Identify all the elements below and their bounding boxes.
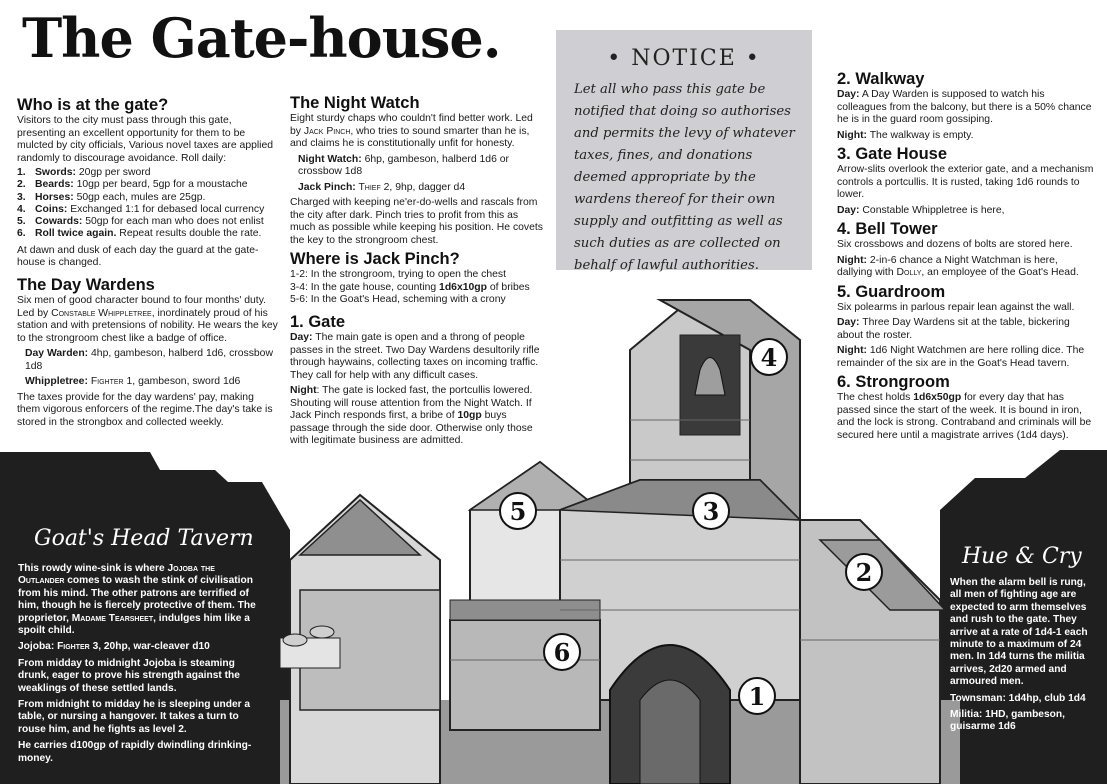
tavern-p4: He carries d100gp of rapidly dwindling drinking-money. <box>18 740 252 764</box>
night-watch-section <box>290 94 546 247</box>
tavern-p2: From midday to midnight Jojoba is steaming drunk, eager to prove his strength against the weaklings of these settled lands. <box>18 657 240 694</box>
list-item: 3. Horses: 50gp each, mules are 25gp. <box>17 191 206 203</box>
bell-text: Six crossbows and dozens of bolts are stored here. <box>837 239 1073 250</box>
location-marker-5[interactable]: 5 <box>499 492 537 530</box>
tax-roll-list <box>17 167 279 241</box>
location-marker-1[interactable]: 1 <box>738 677 776 715</box>
where-pinch-2: 3-4: In the gate house, counting 1d6x10gp of bribes <box>290 281 530 293</box>
gatehouse-text: Arrow-slits overlook the exterior gate, and a mechanism controls a portcullis. It is rusted, taking 1d6 rounds to lower. <box>837 164 1094 200</box>
bell-night: Night: 2-in-6 chance a Night Watchman is here, dallying with Dolly, an employee of the Goat's Head. <box>837 254 1079 278</box>
who-intro: Visitors to the city must pass through this gate, presenting an excellent opportunity for them to be mulcted by city officials, Various novel taxes are applied randomly to discourage avoidance. Roll daily: <box>17 115 274 164</box>
where-pinch-1: 1-2: In the strongroom, trying to open the chest <box>290 269 507 280</box>
day-wardens-section <box>17 276 279 429</box>
strongroom-heading: 6. Strongroom <box>837 373 950 391</box>
notice-body: Let all who pass this gate be notified that doing so authorises and permits the levy of whatever taxes, fines, and donations deemed appropriate by the wardens thereof for their own supply and outfitting as well as such duties as are collected on behalf of lawful authorities. <box>574 82 795 273</box>
gate-heading: 1. Gate <box>290 313 346 331</box>
townsman-stat: Townsman: 1d4hp, club 1d4 <box>950 692 1086 704</box>
notice-box <box>556 30 812 273</box>
gate-night: Night: The gate is locked fast, the portcullis lowered. Shouting will rouse attention from the Night Watch. If Jack Pinch responds first, a bribe of 10gp buys passage through the side door. Otherwise only those with legitimate business are admitted. <box>290 385 533 446</box>
walkway-day: Day: A Day Warden is supposed to watch his colleagues from the balcony, but there is a 50% chance he is in the guard room gossiping. <box>837 89 1092 125</box>
gate-section <box>290 313 546 448</box>
tavern-section <box>18 526 258 765</box>
gatehouse-heading: 3. Gate House <box>837 145 948 163</box>
walkway-heading: 2. Walkway <box>837 70 925 88</box>
where-pinch-section <box>290 250 546 307</box>
militia-stat: Militia: 1HD, gambeson, guisarme 1d6 <box>950 709 1065 733</box>
location-marker-4[interactable]: 4 <box>750 338 788 376</box>
where-pinch-3: 5-6: In the Goat's Head, scheming with a crony <box>290 294 506 305</box>
guardroom-day: Day: Three Day Wardens sit at the table, bickering about the roster. <box>837 317 1070 341</box>
location-marker-6[interactable]: 6 <box>543 633 581 671</box>
who-heading: Who is at the gate? <box>17 96 169 114</box>
walkway-night: Night: The walkway is empty. <box>837 129 974 141</box>
hue-text: When the alarm bell is rung, all men of fighting age are expected to arm themselves and rush to the gate. They arrive at a rate of 1d4-1 each minute to a maximum of 24 men. In 1d4 turns the militia arrives, 2d20 armed and armoured men. <box>950 577 1088 688</box>
location-marker-3[interactable]: 3 <box>692 492 730 530</box>
night-watch-stat: Night Watch: 6hp, gambeson, halberd 1d6 or crossbow 1d8 <box>298 153 509 177</box>
hue-heading: Hue & Cry <box>962 544 1082 569</box>
list-item: 5. Cowards: 50gp for each man who does not enlist <box>17 216 264 228</box>
tavern-desc: This rowdy wine-sink is where Jojoba the Outlander comes to wash the stink of civilisation from his mind. The other patrons are terrified of him, though he is fiercely protective of them. The proprietor, Madame Tearsheet, indulges him like a spoilt child. <box>18 563 256 637</box>
hue-section <box>950 544 1098 734</box>
tavern-heading: Goat's Head Tavern <box>34 526 254 551</box>
day-wardens-heading: The Day Wardens <box>17 276 155 294</box>
page-title: The Gate-house. <box>22 6 501 70</box>
who-after: At dawn and dusk of each day the guard at the gate-house is changed. <box>17 244 259 269</box>
guardroom-heading: 5. Guardroom <box>837 282 946 301</box>
day-warden-stat: Day Warden: 4hp, gambeson, halberd 1d6, crossbow 1d8 <box>25 348 273 372</box>
tavern-p3: From midnight to midday he is sleeping under a table, or nursing a hangover. It takes a turn to rouse him, and he fights as level 2. <box>18 699 251 735</box>
who-section <box>17 96 279 270</box>
right-column <box>837 70 1095 442</box>
gatehouse-day: Day: Constable Whippletree is here, <box>837 204 1005 216</box>
day-wardens-desc: Six men of good character bound to four months' duty. Led by Constable Whippletree, inordinately proud of his station and with pretensions of nobility. He wears the key to the strongroom chest like a badge of office. <box>17 295 278 344</box>
where-pinch-heading: Where is Jack Pinch? <box>290 250 460 268</box>
notice-title: • NOTICE • <box>607 46 761 71</box>
bell-heading: 4. Bell Tower <box>837 220 938 238</box>
guardroom-night: Night: 1d6 Night Watchmen are here rolling dice. The remainder of the six are in the Goat's Head tavern. <box>837 345 1085 369</box>
jojoba-stat: Jojoba: Fighter 3, 20hp, war-cleaver d10 <box>18 641 210 653</box>
strongroom-text: The chest holds 1d6x50gp for every day that has passed since the start of the week. It is bound in iron, and the lock is strong. Contraband and criminals will be secured here until a magistrate arrives (1d4 days). <box>837 392 1092 441</box>
night-watch-duty: Charged with keeping ne'er-do-wells and rascals from the city after dark. Pinch tries to profit from this as much as possible while keeping his position. He covets the key to the strongroom chest. <box>290 197 543 246</box>
day-wardens-pay: The taxes provide for the day wardens' pay, making them vigorous enforcers of the regime.The day's take is stored in the strongbox and collected weekly. <box>17 391 273 428</box>
list-item: 1. Swords: 20gp per sword <box>17 167 151 178</box>
whippletree-stat: Whippletree: Fighter 1, gambeson, sword 1d6 <box>25 376 241 387</box>
list-item: 2. Beards: 10gp per beard, 5gp for a moustache <box>17 179 248 191</box>
jack-pinch-stat: Jack Pinch: Thief 2, 9hp, dagger d4 <box>298 181 466 193</box>
location-marker-2[interactable]: 2 <box>845 553 883 591</box>
gate-day: Day: The main gate is open and a throng of people passes in the street. Two Day Wardens desultorily rifle through haywains, collecting taxes on incoming traffic. They call for help with any difficult cases. <box>290 332 540 381</box>
night-watch-heading: The Night Watch <box>290 94 420 112</box>
list-item: 6. Roll twice again. Repeat results double the rate. <box>17 228 262 240</box>
night-watch-desc: Eight sturdy chaps who couldn't find better work. Led by Jack Pinch, who tries to sound smarter than he is, and claims he is constitutionally unfit for honesty. <box>290 113 533 149</box>
guardroom-text: Six polearms in parlous repair lean against the wall. <box>837 301 1075 313</box>
list-item: 4. Coins: Exchanged 1:1 for debased local currency <box>17 203 265 215</box>
